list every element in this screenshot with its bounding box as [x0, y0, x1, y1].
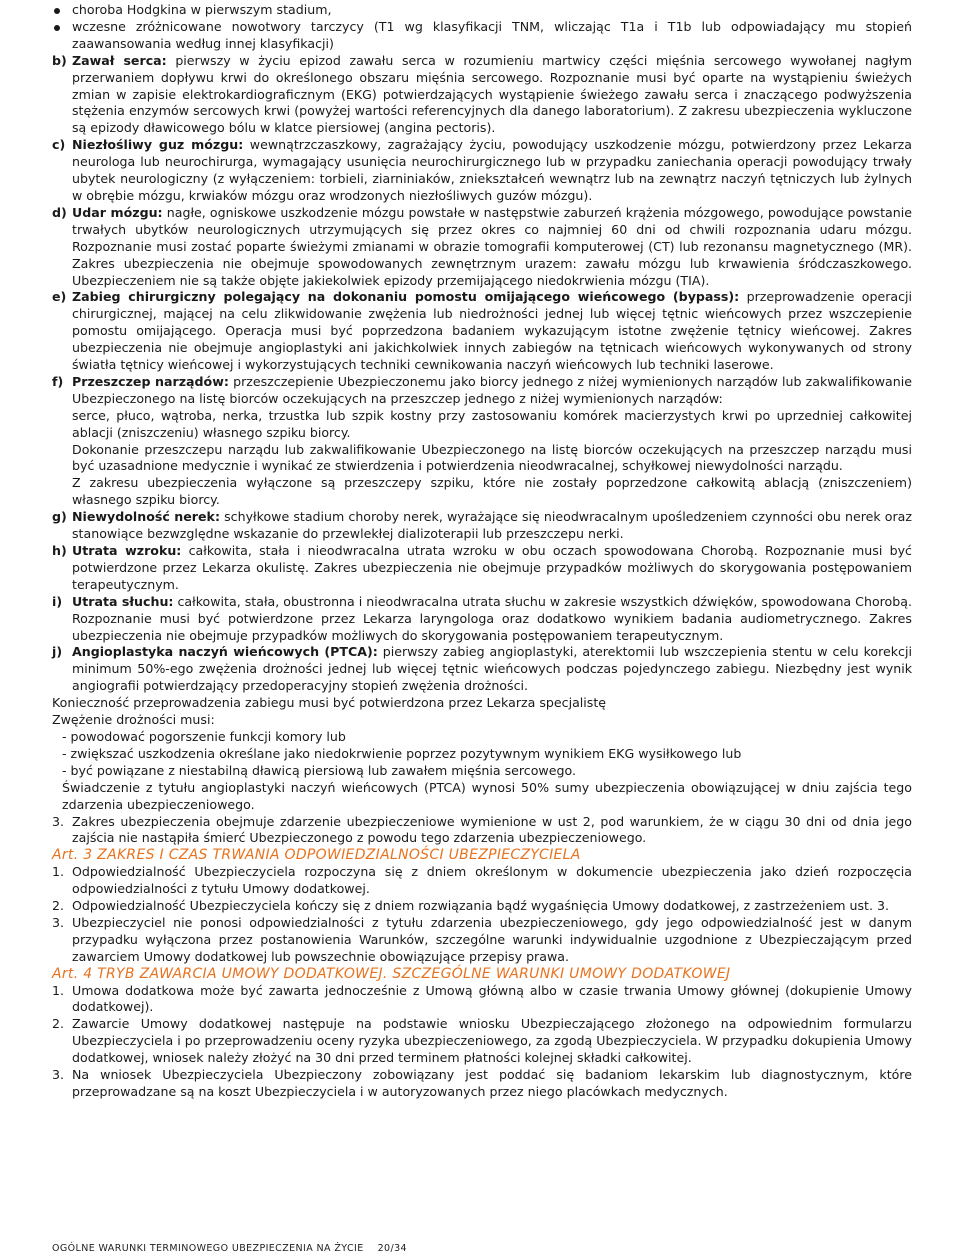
item-letter: j) [52, 644, 63, 660]
dash-item: - powodować pogorszenie funkcji komory lub [62, 728, 346, 744]
paragraph: Zwężenie drożności musi: [52, 712, 215, 728]
point-text: Ubezpieczyciel nie ponosi odpowiedzialności z tytułu zdarzenia ubezpieczeniowego, gdy jego odpowiedzialność jest w danym przypadku wyłączona przez postanowienia Warunków, szczególne warunki indywidualnie uzgodnione z Ubezpieczającym przed zawarciem Umowy dodatkowej lub powszechnie obowiązujące przepisy prawa. [72, 914, 912, 964]
definition-e [52, 289, 912, 374]
point-number: 3. [52, 1067, 65, 1083]
numbered-point [52, 915, 912, 966]
paragraph: Z zakresu ubezpieczenia wyłączone są przeszczepy szpiku, które nie zostały poprzedzone całkowitą ablacją (zniszczeniem) własnego szpiku biorcy. [72, 475, 912, 508]
point-number: 2. [52, 1016, 65, 1032]
point-number: 1. [52, 982, 65, 998]
item-letter: h) [52, 543, 67, 558]
dash-item: - zwiększać uszkodzenia określane jako niedokrwienie poprzez pozytywnym wynikiem EKG wysiłkowego lub [62, 745, 742, 761]
point-number: 2. [52, 898, 65, 914]
point-text: Odpowiedzialność Ubezpieczyciela kończy się z dniem rozwiązania bądź wygaśnięcia Umowy dodatkowej, z zastrzeżeniem ust. 3. [72, 898, 889, 914]
item-text: przeprowadzenie operacji chirurgicznej, mającej na celu zlikwidowanie zwężenia lub niedrożności jednej lub więcej tętnic wieńcowych przez wszczepienie pomostu omijającego. Operacja musi być poprzedzona badaniem wykazującym istotne zwężenie tętnicy wieńcowej. Zakres ubezpieczenia nie obejmuje angioplastyki ani jakichkolwiek innych zabiegów na tętnicach wieńcowych wykonywanych od strony światła tętnicy wieńcowej i wykorzystujących techniki cewnikowania naczyń wieńcowych lub techniki laserowe. [72, 289, 913, 373]
definition-b [52, 53, 912, 138]
benefit-note: Świadczenie z tytułu angioplastyki naczyń wieńcowych (PTCA) wynosi 50% sumy ubezpieczenia obowiązującej w dniu zajścia tego zdarzenia ubezpieczeniowego. [62, 779, 912, 812]
item-term: Udar mózgu: [72, 204, 163, 220]
item-term: Utrata wzroku: [72, 543, 182, 558]
definition-g [52, 509, 912, 543]
point-number: 1. [52, 864, 65, 880]
item-text: wewnątrzczaszkowy, zagrażający życiu, powodujący uszkodzenie mózgu, potwierdzony przez Lekarza neurologa lub neurochirurga, wymagający usunięcia neurochirurgicznego lub w przypadku zaniechania operacji powodujący trwały ubytek neurologiczny (z wyłączeniem: torbieli, ziarniniaków, zniekształceń wewnątrz lub na zewnątrz naczyń tętniczych lub żylnych w obrębie mózgu, krwiaków mózgu oraz wrodzonych niezłośliwych guzów mózgu). [72, 137, 912, 203]
dash-item: - być powiązane z niestabilną dławicą piersiową lub zawałem mięśnia sercowego. [62, 762, 576, 778]
item-letter: b) [52, 52, 67, 68]
item-letter: c) [52, 137, 66, 153]
item-term: Utrata słuchu: [72, 593, 174, 609]
footer-title: OGÓLNE WARUNKI TERMINOWEGO UBEZPIECZENIA NA ŻYCIE [52, 1243, 364, 1254]
numbered-point [52, 814, 912, 848]
point-text: Na wniosek Ubezpieczyciela Ubezpieczony zobowiązany jest poddać się badaniom lekarskim lub diagnostycznym, które przeprowadzane są na koszt Ubezpieczyciela i w autoryzowanych przez niego placówkach medycznych. [72, 1067, 912, 1099]
item-letter: f) [52, 373, 64, 389]
definition-j [52, 644, 912, 695]
item-text: przeszczepienie Ubezpieczonemu jako biorcy jednego z niżej wymienionych narządów lub zakwalifikowanie Ubezpieczonego na listę biorców oczekujących na przeszczep jednego z niżej wymienionych narządów: [72, 373, 912, 406]
paragraph: Konieczność przeprowadzenia zabiegu musi być potwierdzona przez Lekarza specjalistę [52, 695, 607, 711]
item-term: Zabieg chirurgiczny polegający na dokonaniu pomostu omijającego wieńcowego (bypass): [72, 289, 740, 305]
item-term: Niezłośliwy guz mózgu: [72, 137, 244, 153]
item-term: Zawał serca: [72, 52, 167, 68]
definition-f [52, 374, 912, 408]
item-letter: g) [52, 509, 67, 525]
definition-h [52, 543, 912, 594]
item-text: nagłe, ogniskowe uszkodzenie mózgu powstałe w następstwie zaburzeń krążenia mózgowego, powodujące powstanie trwałych ubytków neurologicznych utrzymujących się przez okres co najmniej 60 dni od chwili rozpoznania udaru mózgu. Rozpoznanie musi zostać poparte świeżymi zmianami w obrazie tomografii komputerowej (CT) lub rezonansu magnetycznego (MR). Zakres ubezpieczenia nie obejmuje spowodowanych zewnętrznym urazem: zawału mózgu lub krwawienia śródczaszkowego. Ubezpieczeniem nie są także objęte jakiekolwiek epizody przemijającego niedokrwienia mózgu (TIA). [72, 204, 912, 288]
numbered-point [52, 898, 912, 915]
bullet-item: choroba Hodgkina w pierwszym stadium, [52, 2, 912, 19]
page-footer [52, 1243, 407, 1254]
point-text: Odpowiedzialność Ubezpieczyciela rozpoczyna się z dniem określonym w dokumencie ubezpieczenia jako dzień rozpoczęcia odpowiedzialności z tytułu Umowy dodatkowej. [72, 864, 912, 897]
article-4-heading: Art. 4 TRYB ZAWARCIA UMOWY DODATKOWEJ. SZCZEGÓLNE WARUNKI UMOWY DODATKOWEJ [52, 965, 731, 982]
definition-i [52, 594, 912, 645]
numbered-point [52, 864, 912, 898]
point-text: Zawarcie Umowy dodatkowej następuje na podstawie wniosku Ubezpieczającego złożonego na odpowiednim formularzu Ubezpieczyciela i po przeprowadzeniu oceny ryzyka ubezpieczeniowego, za zgodą Ubezpieczyciela. W przypadku dokupienia Umowy dodatkowej, wniosek należy złożyć na 30 dni przed terminem płatności kolejnej składki całkowitej. [72, 1016, 912, 1066]
numbered-point [52, 983, 912, 1017]
item-letter: d) [52, 204, 67, 220]
point-text: Umowa dodatkowa może być zawarta jednocześnie z Umową główną albo w czasie trwania Umowy głównej (dokupienie Umowy dodatkowej). [72, 982, 912, 1015]
numbered-point [52, 1016, 912, 1067]
item-letter: e) [52, 289, 67, 305]
item-text: pierwszy w życiu epizod zawału serca w rozumieniu martwicy części mięśnia sercowego wywołanej nagłym przerwaniem dopływu krwi do określonego obszaru mięśnia sercowego. Rozpoznanie musi być oparte na wystąpieniu świeżych zmian w zapisie elektrokardiograficznym (EKG) potwierdzających wystąpienie świeżego zawału serca i znaczącego podwyższenia stężenia enzymów sercowych krwi (powyżej wartości referencyjnych dla danego laboratorium). Z zakresu ubezpieczenia wykluczone są epizody dławicowego bólu w klatce piersiowej (angina pectoris). [72, 52, 912, 136]
item-text: całkowita, stała i nieodwracalna utrata wzroku w obu oczach spowodowana Chorobą. Rozpoznanie musi być potwierdzone przez Lekarza okulistę. Zakres ubezpieczenia nie obejmuje przypadków możliwych do skorygowania postępowaniem terapeutycznym. [72, 543, 912, 592]
definition-d [52, 205, 912, 290]
organ-list: serce, płuco, wątroba, nerka, trzustka lub szpik kostny przy zastosowaniu komórek macierzystych krwi po uprzedniej całkowitej ablacji (zniszczeniu) własnego szpiku biorcy. [72, 407, 912, 440]
item-text: pierwszy zabieg angioplastyki, aterektomii lub wszczepienia stentu w celu korekcji minimum 50%-ego zwężenia drożności jednej lub więcej tętnic wieńcowych podczas pojedynczego zabiegu. Niezbędny jest wynik angiografii potwierdzający przedoperacyjny stopień zwężenia drożności. [72, 644, 912, 694]
bullet-item: wczesne zróżnicowane nowotwory tarczycy (T1 wg klasyfikacji TNM, wliczając T1a i T1b lub odpowiadający mu stopień zaawansowania według innej klasyfikacji) [52, 19, 912, 53]
article-3-heading: Art. 3 ZAKRES I CZAS TRWANIA ODPOWIEDZIALNOŚCI UBEZPIECZYCIELA [52, 847, 581, 864]
item-letter: i) [52, 593, 63, 609]
definition-c [52, 137, 912, 205]
point-text: Zakres ubezpieczenia obejmuje zdarzenie ubezpieczeniowe wymienione w ust 2, pod warunkiem, że w ciągu 30 dni od dnia jego zajścia nie nastąpiła śmierć Ubezpieczonego z powodu tego zdarzenia ubezpieczeniowego. [72, 813, 912, 846]
point-number: 3. [52, 813, 65, 829]
page-number: 20/34 [377, 1243, 407, 1254]
item-term: Angioplastyka naczyń wieńcowych (PTCA): [72, 644, 378, 660]
numbered-point [52, 1067, 912, 1101]
item-text: schyłkowe stadium choroby nerek, wyrażające się nieodwracalnym upośledzeniem czynności obu nerek oraz stanowiące bezwzględne wskazanie do przewlekłej dializoterapii lub przeszczepu nerki. [72, 509, 912, 542]
point-number: 3. [52, 914, 65, 930]
item-term: Przeszczep narządów: [72, 373, 229, 389]
paragraph: Dokonanie przeszczepu narządu lub zakwalifikowanie Ubezpieczonego na listę biorców oczekujących na przeszczep narządu musi być uzasadnione medycznie i wynikać ze stwierdzenia i potwierdzenia nieodwracalnej, schyłkowej niewydolności narządu. [72, 441, 912, 474]
item-text: całkowita, stała, obustronna i nieodwracalna utrata słuchu w zakresie wszystkich dźwięków, spowodowana Chorobą. Rozpoznanie musi być potwierdzone przez Lekarza laryngologa oraz dodatkowo wynikiem badania audiometrycznego. Zakres ubezpieczenia nie obejmuje przypadków możliwych do skorygowania postępowaniem terapeutycznym. [72, 593, 912, 643]
item-term: Niewydolność nerek: [72, 509, 220, 525]
document-body [52, 2, 912, 1101]
